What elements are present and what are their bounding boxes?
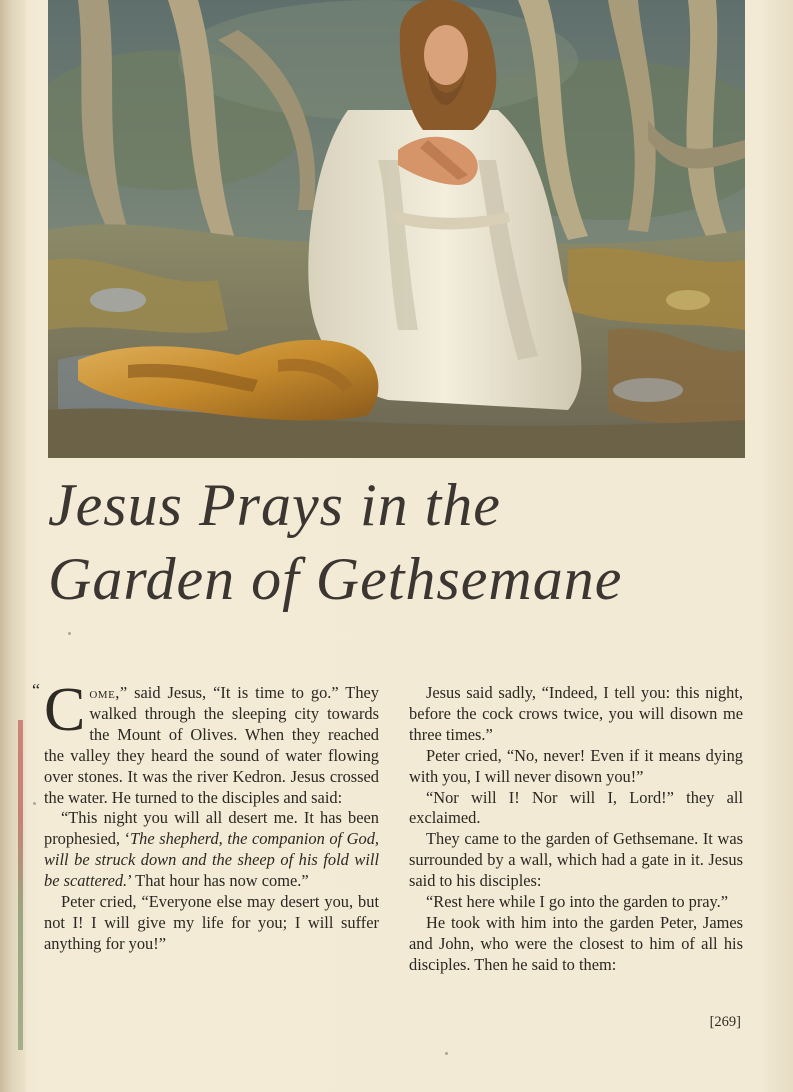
spine-color-edge — [18, 720, 23, 1050]
prophecy-text-start: “This night you will all desert me. It has been prophesied, ‘ — [44, 808, 379, 849]
drop-cap: C — [44, 676, 86, 744]
page-title — [48, 468, 748, 616]
opening-paragraph-text: ” said Jesus, “It is time to go.” They walked through the sleeping city towards the Mount of Olives. When they reached the valley they heard the sound of water flowing over stones. It was the river Kedron. Jesus crossed the water. He turned to the disciples and said: — [44, 683, 379, 807]
paragraph-disown: Jesus said sadly, “Indeed, I tell you: this night, before the cock crows twice, you will disown me three times.” — [409, 683, 743, 744]
page-number: [269] — [709, 1014, 741, 1030]
paragraph-opening — [32, 676, 379, 808]
jesus-praying-illustration — [48, 0, 745, 458]
paragraph-took-with-him: He took with him into the garden Peter, James and John, who were the closest to him of all his disciples. Then he said to them: — [409, 912, 743, 974]
paragraph-nor-will-i: “Nor will I! Nor will I, Lord!” they all exclaimed. — [409, 787, 743, 828]
paragraph-prophecy — [44, 808, 379, 892]
paper-speck — [68, 632, 71, 635]
paper-speck — [33, 802, 36, 805]
paragraph-garden-arrival: They came to the garden of Gethsemane. It was surrounded by a wall, which had a gate in it. Jesus said to his disciples: — [409, 829, 743, 891]
paragraph-peter-never: Peter cried, “No, never! Even if it means dying with you, I will never disown you!” — [409, 745, 743, 786]
text-column-right — [409, 683, 743, 976]
prophecy-text-end: ’ That hour has now come.” — [127, 871, 309, 891]
text-column-left — [32, 676, 379, 955]
title-line-1: Jesus Prays in the — [48, 472, 501, 538]
title-line-2: Garden of Gethsemane — [48, 546, 623, 612]
opening-small-caps: ome, — [89, 683, 120, 702]
opening-quote-mark: “ — [32, 680, 40, 700]
prophecy-italic-quote: The shepherd, the companion of God, will be struck down and the sheep of his fold will be scattered. — [44, 829, 379, 891]
paragraph-peter-desert: Peter cried, “Everyone else may desert you, but not I! I will give my life for you; I will suffer anything for you!” — [44, 892, 379, 953]
paper-speck — [445, 1052, 448, 1055]
paragraph-rest-here: “Rest here while I go into the garden to pray.” — [426, 892, 729, 912]
